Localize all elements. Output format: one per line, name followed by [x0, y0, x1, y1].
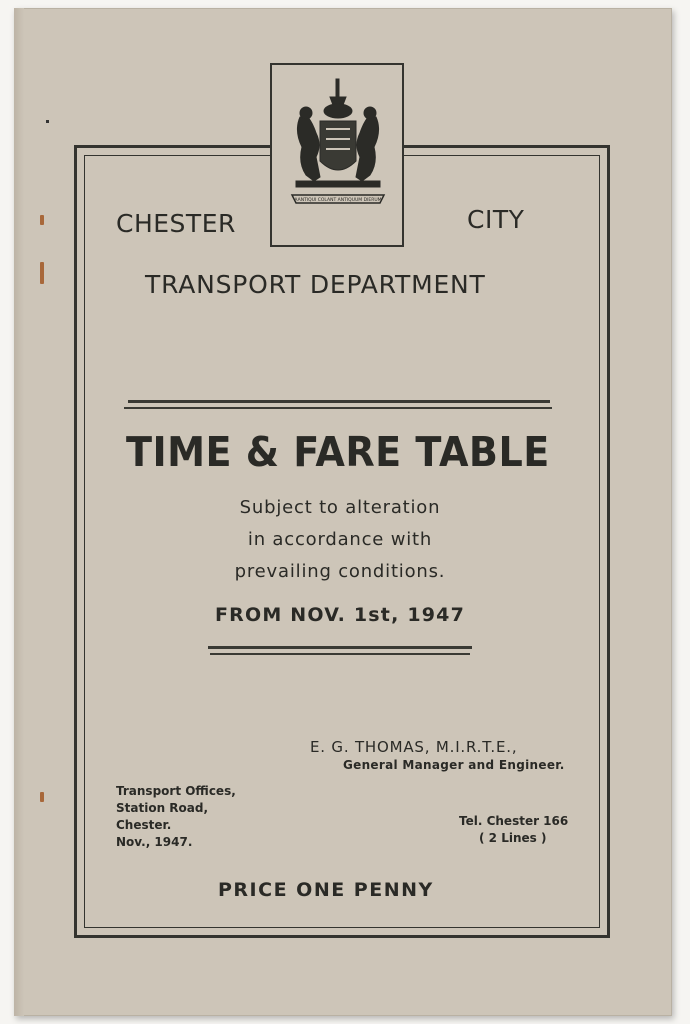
department-title: TRANSPORT DEPARTMENT: [145, 270, 486, 299]
title-rule-top-2: [124, 407, 552, 409]
telephone-number: Tel. Chester 166: [459, 814, 569, 828]
effective-date: FROM NOV. 1st, 1947: [214, 604, 466, 626]
date-rule-1: [208, 646, 472, 649]
manager-name: E. G. THOMAS, M.I.R.T.E.,: [310, 738, 518, 756]
subject-line-2: in accordance with: [247, 529, 433, 550]
main-title: TIME & FARE TABLE: [126, 428, 550, 476]
crest-panel: [270, 63, 404, 247]
coat-of-arms-icon: [286, 77, 390, 225]
header-city-left: CHESTER: [116, 209, 236, 238]
binding-edge: [14, 8, 24, 1016]
crest-motto: AANTIQUI COLANT ANTIQUUM DIERUM: [294, 198, 382, 203]
subject-line-3: prevailing conditions.: [234, 561, 446, 582]
rust-spot: [40, 792, 44, 802]
rust-spot: [40, 262, 44, 284]
subject-line-1: Subject to alteration: [239, 497, 441, 518]
rust-spot: [40, 215, 44, 225]
address-line-4: Nov., 1947.: [116, 835, 193, 849]
address-line-3: Chester.: [116, 818, 172, 832]
mark: [46, 120, 49, 123]
address-line-1: Transport Offices,: [116, 784, 236, 798]
address-line-2: Station Road,: [116, 801, 209, 815]
header-city-right: CITY: [467, 205, 525, 234]
manager-role: General Manager and Engineer.: [343, 758, 565, 772]
date-rule-2: [210, 653, 470, 655]
title-rule-top: [128, 400, 550, 403]
telephone-lines: ( 2 Lines ): [479, 831, 547, 845]
price: PRICE ONE PENNY: [218, 879, 434, 901]
